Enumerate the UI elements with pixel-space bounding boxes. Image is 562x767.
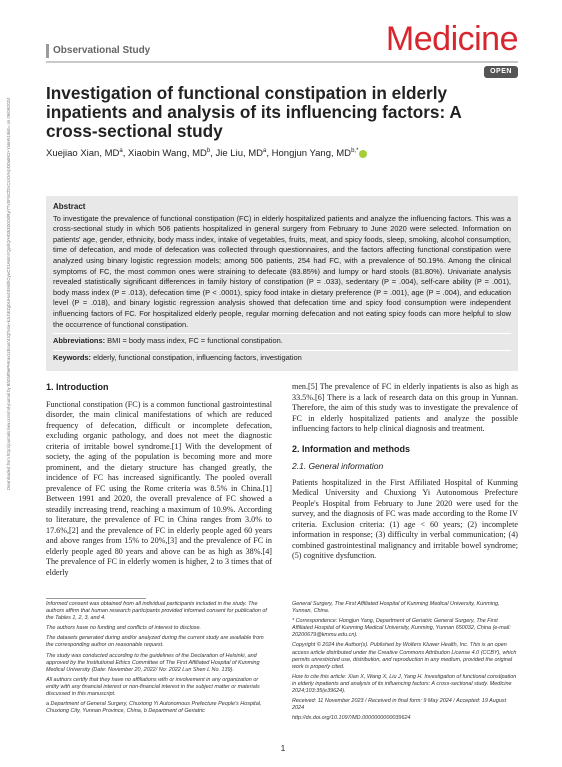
abstract-box (46, 196, 518, 371)
correspondence-footnote: * Correspondence: Hongjun Yang, Department of Geriatric General Surgery, The First Affiliated Hospital of Kunming Medical University, Kunming, Yunnan 650032, China (e-mail: 20200679@kmmu.edu.cn). (292, 618, 511, 639)
orcid-icon[interactable] (359, 150, 367, 158)
abbreviations-line (53, 336, 511, 347)
section-heading-introduction: 1. Introduction (46, 382, 109, 392)
author-list: Xuejiao Xian, $MD^a$, Xiaobin Wang, $MD^b$, Jie Liu, $MD^a$, Hongjun Yang, $MD^{b,*}$ (46, 148, 516, 159)
body-column-left (46, 382, 272, 578)
body-column-right (292, 382, 518, 562)
article-title: Investigation of functional constipation in elderly inpatients and analysis of its influencing factors: A cross-sectional study (46, 83, 462, 141)
footnote: General Surgery, The First Affiliated Hospital of Kunming Medical University, Kunming, Yunnan, China. (292, 601, 500, 615)
open-access-badge: OPEN (484, 66, 518, 78)
body-paragraph: Patients hospitalized in the First Affiliated Hospital of Kunming Medical University and Chuxiong Yi Autonomous Prefecture People's Hospital from February to June 2020 were used for the survey, and the diagnosis of FC was made according to the Rome IV criteria. Exclusion criteria: (1) age < 60 years; (2) incomplete information in response; (3) difficulty in verbal communication; (4) combined gastrointestinal malignancy and irritable bowel syndrome; (5) cognitive dysfunction. (292, 477, 518, 560)
footnote: The authors have no funding and conflicts of interest to disclose. (46, 625, 202, 632)
footnotes-left (46, 601, 272, 718)
author-name[interactable]: Xiaobin Wang, MD (128, 148, 207, 160)
author-name[interactable]: Jie Liu, MD (215, 148, 264, 160)
header-rule (46, 61, 518, 63)
footnote: Informed consent was obtained from all individual participants included in the study. The authors affirm that human research participants provided informed consent for publication of the Tables 1, 2, 3, and 4. (46, 601, 267, 622)
section-heading-methods: 2. Information and methods (292, 443, 411, 454)
author-name[interactable]: Hongjun Yang, MD (271, 148, 352, 160)
journal-logo[interactable]: Medicine (385, 20, 518, 58)
abstract-text: To investigate the prevalence of functional constipation (FC) in elderly hospitalized patients and analyze the influencing factors. This was a cross-sectional study in which 506 patients hospitalized in general surgery from February to June 2020 were selected. Information on patients' age, gender, ethnicity, body mass index, intake of vegetables, fruits, meat, and spicy foods, sleep, smoking, alcohol consumption, time of defecation, and mode of defecation was collected through questionnaires, and the factors affecting functional constipation were analyzed using binary logistic regression models; among 506 patients, 254 had FC, with a prevalence of 50.19%. Among the clinical symptoms of FC, the most common ones were straining to defecate (83.85%) and lumpy or hard stools (81.80%). Univariate analysis revealed statistically significant differences in family history of constipation (P = .033), sedentary (P = .004), self-care ability (P = .001), body mass index (P = .013), defecation time (P < .0001), spicy food intake in dietary preference (P = .001), age (P = .004), and education level (P = .018), and binary logistic regression analysis showed that defecation time and spicy food consumption were independent influencing factors of FC. For hospitalized elderly people, regular morning defecation and not eating spicy foods can more helpful to slow the occurrence of functional constipation. (53, 213, 511, 329)
author-affil-sup: a (263, 148, 267, 154)
article-type-label: Observational Study (46, 44, 150, 58)
subsection-heading: 2.1. General information (292, 461, 384, 471)
footnote: The datasets generated during and/or analyzed during the current study are available from the corresponding author on reasonable request. (46, 635, 264, 649)
download-sidebar-note: Downloaded from http://journals.lww.com/md-journal by BhDMf5ePHKav1zEoum1tQfN4a+kJLhEZgbsIHo4XMi0hCywCX1AWnYQp/IlQrHD3i3D0OdRyi7TvSFl4Cf3VC4/OAVpDDa8K2+Ya6H515kE= on 09/09/2024 (6, 97, 11, 490)
author-affil-sup: b (206, 148, 211, 154)
author-name[interactable]: Xuejiao Xian, MD (46, 148, 120, 160)
keywords-text: elderly, functional constipation, influencing factors, investigation (93, 352, 302, 362)
body-paragraph: Functional constipation (FC) is a common functional gastrointestinal disorder, the main clinical manifestations of which are reduced frequency of defecation, difficult or incomplete defecation, excluding organic pathology, and does not meet the diagnostic criteria of irritable bowel syndrome.[1] With the development of society, the aging of the population is becoming more and more prominent, and the dietary structure has changed greatly, the incidence of FC has increased significantly. The pooled overall prevalence of FC using the Rome criteria was 8.5% in China.[1] Between 1991 and 2020, the overall prevalence of FC showed a steadily increasing trend, reaching a maximum of 10.9%. According to literature, the prevalence of FC in China ranges from 3.0% to 17.6%,[2] and the prevalence of FC in elderly people aged 60 years and above ranges from 15% to 20%,[3] and the prevalence of FC in elderly people aged 80 years and above can be as high as 38%.[4] The prevalence of FC in elderly women is higher, 2 to 3 times that of elderly (46, 399, 272, 577)
dates-footnote: Received: 11 November 2023 / Received in final form: 9 May 2024 / Accepted: 19 August 2024 (292, 698, 507, 712)
abstract-heading: Abstract (53, 202, 86, 211)
citation-footnote: How to cite this article: Xian X, Wang X, Liu J, Yang H. Investigation of functional constipation in elderly inpatients and analysis of its influencing factors: A cross-sectional study. Medicine 2024;103:35(e39624). (292, 673, 517, 695)
footnote: The study was conducted according to the guidelines of the Declaration of Helsinki, and approved by the Institutional Ethics Committee of The First Affiliated Hospital of Kunming Medical University (Date: November 20, 2022/ No: 2022 Lun Shen L No. 139). (46, 652, 260, 673)
abstract-divider (53, 333, 511, 334)
keywords-line (53, 353, 511, 364)
abbreviations-label: Abbreviations: (53, 336, 106, 346)
page-number: 1 (280, 744, 286, 753)
doi-link[interactable]: http://dx.doi.org/10.1097/MD.0000000000039624 (292, 715, 411, 722)
keywords-label: Keywords: (53, 352, 92, 362)
author-affil-sup: b,* (351, 148, 359, 154)
footnote: a Department of General Surgery, Chuxiong Yi Autonomous Prefecture People's Hospital, Chuxiong City, Yunnan Province, China, b Department of Geriatric (46, 701, 262, 715)
abbreviations-text: BMI = body mass index, FC = functional constipation. (107, 336, 283, 346)
footnote: All authors certify that they have no affiliations with or involvement in any organization or entity with any financial interest or non-financial interest in the subject matter or materials discussed in this manuscript. (46, 676, 260, 698)
copyright-footnote: Copyright © 2024 the Author(s). Published by Wolters Kluwer Health, Inc. This is an open access article distributed under the Creative Commons Attribution License 4.0 (CCBY), which permits unrestricted use, distribution, and reproduction in any medium, provided the original work is properly cited. (292, 642, 517, 670)
abstract-divider (53, 350, 511, 351)
footnote-rule (46, 598, 146, 599)
author-affil-sup: a (119, 148, 123, 154)
body-paragraph: men.[5] The prevalence of FC in elderly inpatients is also as high as 33.5%.[6] There is a lack of research data on this group in Yunnan. Therefore, the aim of this study was to investigate the prevalence of FC in elderly hospitalized patients and analyze the possible influencing factors to help clinical diagnosis and treatment. (292, 382, 518, 433)
footnotes-right (292, 601, 518, 725)
